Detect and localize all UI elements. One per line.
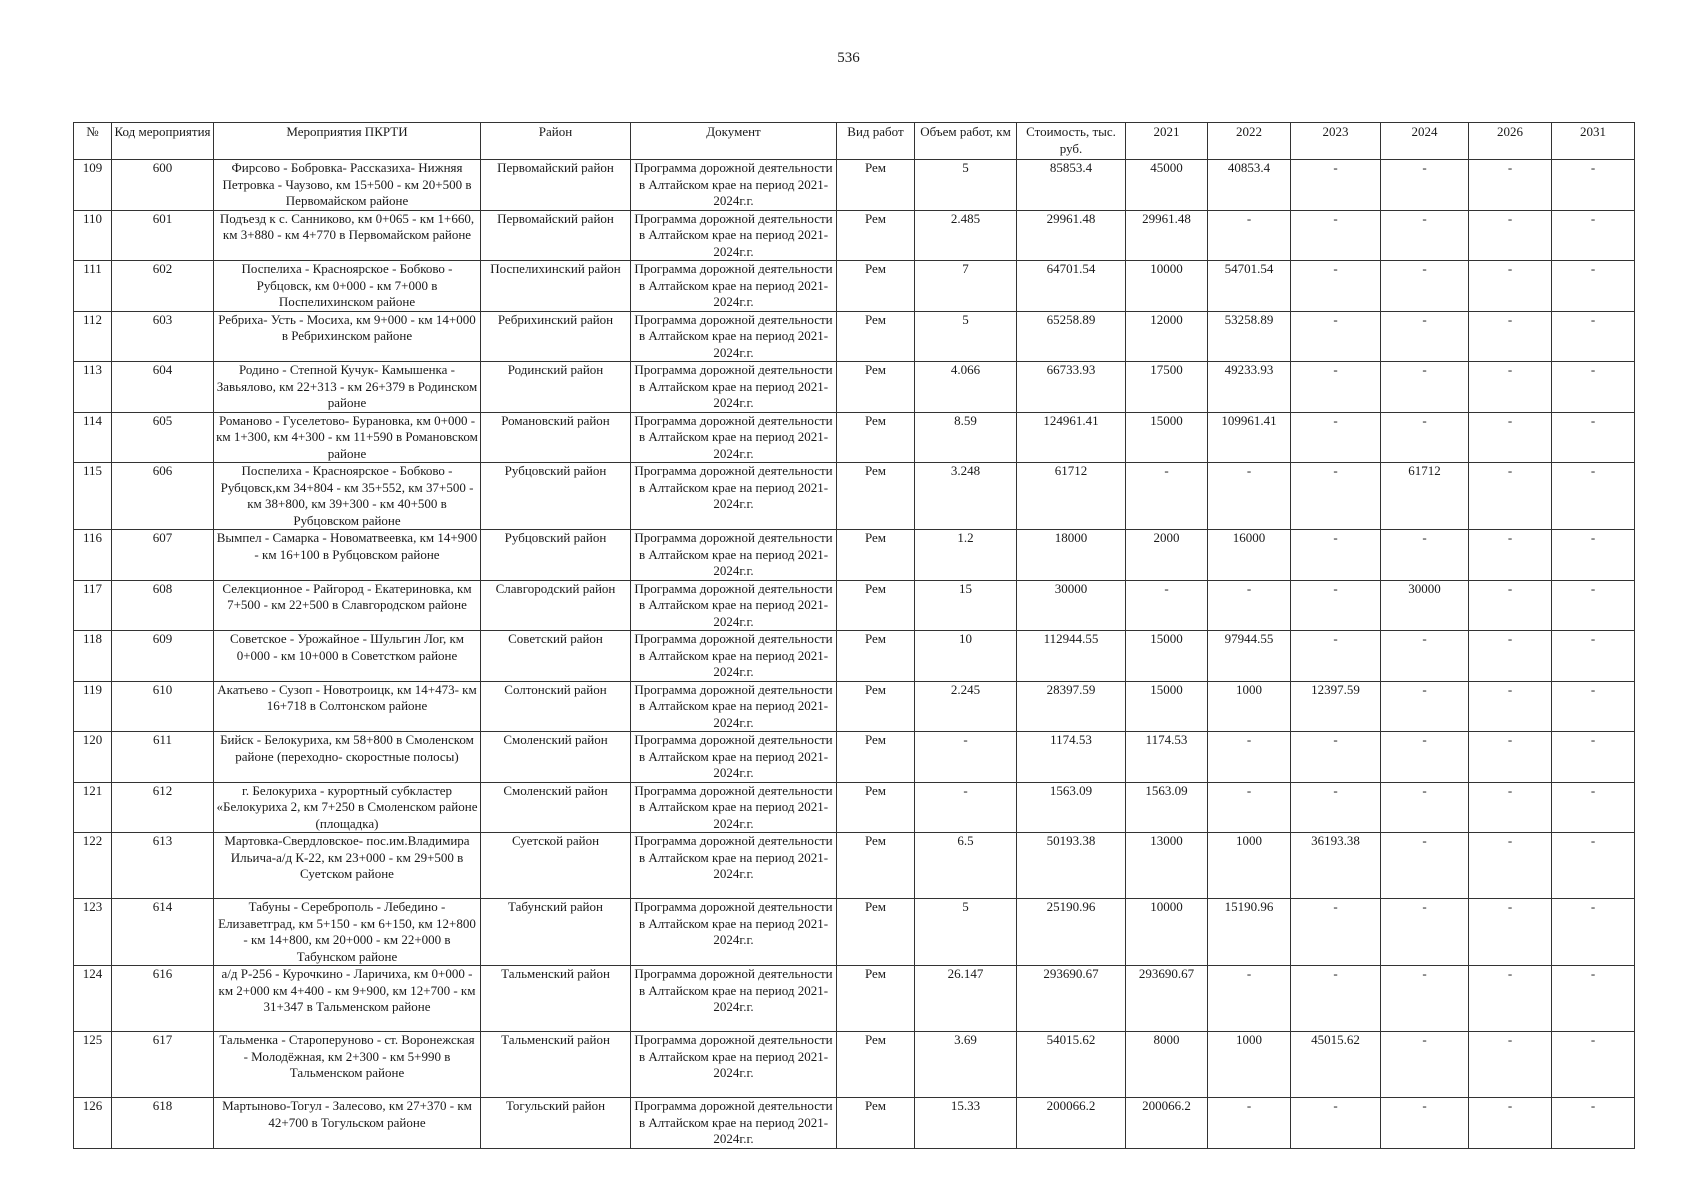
cell-y2026: - [1469, 966, 1552, 1032]
cell-document: Программа дорожной деятельности в Алтайском крае на период 2021-2024г.г. [631, 580, 837, 631]
cell-y2023: - [1291, 782, 1381, 833]
cell-y2024: - [1381, 530, 1469, 581]
cell-work-type: Рем [837, 412, 915, 463]
cell-code: 610 [112, 681, 214, 732]
cell-y2022: 15190.96 [1208, 899, 1291, 966]
cell-code: 603 [112, 311, 214, 362]
column-header-num: № [74, 123, 112, 160]
cell-volume: 4.066 [915, 362, 1017, 413]
cell-code: 609 [112, 631, 214, 682]
cell-district: Поспелихинский район [481, 261, 631, 312]
cell-event: Подъезд к с. Санниково, км 0+065 - км 1+660, км 3+880 - км 4+770 в Первомайском районе [214, 210, 481, 261]
cell-y2021: - [1126, 463, 1208, 530]
cell-num: 124 [74, 966, 112, 1032]
column-header-cost: Стоимость, тыс. руб. [1017, 123, 1126, 160]
cell-y2022: 40853.4 [1208, 160, 1291, 211]
table-body [74, 160, 1635, 1149]
cell-y2022: - [1208, 966, 1291, 1032]
cell-y2022: 54701.54 [1208, 261, 1291, 312]
table-row [74, 833, 1635, 899]
column-header-district: Район [481, 123, 631, 160]
table-row [74, 530, 1635, 581]
column-header-y2031: 2031 [1552, 123, 1635, 160]
cell-y2021: 8000 [1126, 1032, 1208, 1098]
cell-y2023: - [1291, 899, 1381, 966]
cell-y2026: - [1469, 261, 1552, 312]
cell-work-type: Рем [837, 160, 915, 211]
cell-num: 117 [74, 580, 112, 631]
cell-y2031: - [1552, 580, 1635, 631]
cell-document: Программа дорожной деятельности в Алтайском крае на период 2021-2024г.г. [631, 1032, 837, 1098]
cell-code: 604 [112, 362, 214, 413]
cell-y2022: 53258.89 [1208, 311, 1291, 362]
cell-volume: - [915, 782, 1017, 833]
cell-y2026: - [1469, 1098, 1552, 1149]
cell-volume: 5 [915, 899, 1017, 966]
cell-y2024: - [1381, 311, 1469, 362]
cell-district: Рубцовский район [481, 463, 631, 530]
cell-event: Поспелиха - Красноярское - Бобково - Рубцовск, км 0+000 - км 7+000 в Поспелихинском районе [214, 261, 481, 312]
cell-cost: 50193.38 [1017, 833, 1126, 899]
table-row [74, 463, 1635, 530]
cell-district: Славгородский район [481, 580, 631, 631]
cell-y2021: 29961.48 [1126, 210, 1208, 261]
cell-y2024: - [1381, 412, 1469, 463]
cell-y2022: 97944.55 [1208, 631, 1291, 682]
cell-district: Ребрихинский район [481, 311, 631, 362]
table-row [74, 1032, 1635, 1098]
cell-y2026: - [1469, 631, 1552, 682]
cell-work-type: Рем [837, 966, 915, 1032]
cell-document: Программа дорожной деятельности в Алтайском крае на период 2021-2024г.г. [631, 362, 837, 413]
cell-y2026: - [1469, 412, 1552, 463]
cell-document: Программа дорожной деятельности в Алтайском крае на период 2021-2024г.г. [631, 732, 837, 783]
cell-work-type: Рем [837, 631, 915, 682]
roads-table [73, 122, 1635, 1149]
column-header-y2026: 2026 [1469, 123, 1552, 160]
table-row [74, 311, 1635, 362]
cell-y2024: - [1381, 833, 1469, 899]
cell-code: 601 [112, 210, 214, 261]
cell-code: 613 [112, 833, 214, 899]
cell-code: 617 [112, 1032, 214, 1098]
cell-y2026: - [1469, 463, 1552, 530]
cell-district: Солтонский район [481, 681, 631, 732]
table-row [74, 580, 1635, 631]
cell-volume: 6.5 [915, 833, 1017, 899]
table-row [74, 732, 1635, 783]
cell-document: Программа дорожной деятельности в Алтайском крае на период 2021-2024г.г. [631, 899, 837, 966]
cell-volume: 3.248 [915, 463, 1017, 530]
cell-y2031: - [1552, 631, 1635, 682]
cell-y2023: - [1291, 463, 1381, 530]
cell-code: 612 [112, 782, 214, 833]
cell-volume: 7 [915, 261, 1017, 312]
cell-num: 126 [74, 1098, 112, 1149]
column-header-y2024: 2024 [1381, 123, 1469, 160]
table-row [74, 362, 1635, 413]
cell-work-type: Рем [837, 580, 915, 631]
cell-y2031: - [1552, 210, 1635, 261]
cell-y2024: - [1381, 631, 1469, 682]
cell-y2026: - [1469, 732, 1552, 783]
cell-y2021: 1563.09 [1126, 782, 1208, 833]
cell-cost: 25190.96 [1017, 899, 1126, 966]
cell-y2031: - [1552, 1032, 1635, 1098]
cell-num: 118 [74, 631, 112, 682]
cell-volume: 1.2 [915, 530, 1017, 581]
cell-num: 112 [74, 311, 112, 362]
cell-document: Программа дорожной деятельности в Алтайском крае на период 2021-2024г.г. [631, 261, 837, 312]
cell-document: Программа дорожной деятельности в Алтайском крае на период 2021-2024г.г. [631, 530, 837, 581]
cell-work-type: Рем [837, 899, 915, 966]
cell-document: Программа дорожной деятельности в Алтайском крае на период 2021-2024г.г. [631, 966, 837, 1032]
cell-event: г. Белокуриха - курортный субкластер «Белокуриха 2, км 7+250 в Смоленском районе (площадка) [214, 782, 481, 833]
cell-district: Рубцовский район [481, 530, 631, 581]
cell-y2026: - [1469, 580, 1552, 631]
cell-document: Программа дорожной деятельности в Алтайском крае на период 2021-2024г.г. [631, 782, 837, 833]
cell-y2031: - [1552, 833, 1635, 899]
column-header-volume: Объем работ, км [915, 123, 1017, 160]
cell-event: а/д Р-256 - Курочкино - Ларичиха, км 0+000 - км 2+000 км 4+400 - км 9+900, км 12+700 - км 31+347 в Тальменском районе [214, 966, 481, 1032]
cell-work-type: Рем [837, 1098, 915, 1149]
cell-y2024: - [1381, 899, 1469, 966]
cell-volume: 2.245 [915, 681, 1017, 732]
cell-district: Романовский район [481, 412, 631, 463]
table-row [74, 412, 1635, 463]
cell-num: 109 [74, 160, 112, 211]
cell-volume: 26.147 [915, 966, 1017, 1032]
cell-y2023: - [1291, 530, 1381, 581]
cell-y2026: - [1469, 210, 1552, 261]
cell-y2021: 12000 [1126, 311, 1208, 362]
cell-event: Акатьево - Сузоп - Новотроицк, км 14+473- км 16+718 в Солтонском районе [214, 681, 481, 732]
page-number: 536 [837, 50, 860, 66]
cell-y2022: - [1208, 1098, 1291, 1149]
cell-code: 614 [112, 899, 214, 966]
cell-num: 116 [74, 530, 112, 581]
cell-y2024: - [1381, 210, 1469, 261]
cell-cost: 124961.41 [1017, 412, 1126, 463]
cell-work-type: Рем [837, 530, 915, 581]
cell-y2031: - [1552, 412, 1635, 463]
cell-document: Программа дорожной деятельности в Алтайском крае на период 2021-2024г.г. [631, 210, 837, 261]
cell-code: 618 [112, 1098, 214, 1149]
cell-district: Смоленский район [481, 732, 631, 783]
cell-y2024: - [1381, 782, 1469, 833]
cell-y2026: - [1469, 362, 1552, 413]
cell-y2031: - [1552, 899, 1635, 966]
cell-y2023: - [1291, 580, 1381, 631]
cell-y2024: - [1381, 160, 1469, 211]
cell-y2031: - [1552, 681, 1635, 732]
cell-y2021: 1174.53 [1126, 732, 1208, 783]
cell-volume: 10 [915, 631, 1017, 682]
cell-volume: 8.59 [915, 412, 1017, 463]
table-row [74, 160, 1635, 211]
table-row [74, 210, 1635, 261]
cell-district: Тогульский район [481, 1098, 631, 1149]
cell-work-type: Рем [837, 362, 915, 413]
cell-district: Родинский район [481, 362, 631, 413]
table-row [74, 681, 1635, 732]
cell-code: 605 [112, 412, 214, 463]
cell-event: Советское - Урожайное - Шульгин Лог, км 0+000 - км 10+000 в Советстком районе [214, 631, 481, 682]
cell-cost: 112944.55 [1017, 631, 1126, 682]
cell-num: 122 [74, 833, 112, 899]
cell-district: Табунский район [481, 899, 631, 966]
cell-event: Вымпел - Самарка - Новоматвеевка, км 14+900 - км 16+100 в Рубцовском районе [214, 530, 481, 581]
cell-num: 125 [74, 1032, 112, 1098]
cell-code: 611 [112, 732, 214, 783]
cell-work-type: Рем [837, 1032, 915, 1098]
cell-num: 123 [74, 899, 112, 966]
column-header-y2021: 2021 [1126, 123, 1208, 160]
cell-y2023: - [1291, 261, 1381, 312]
cell-district: Советский район [481, 631, 631, 682]
cell-y2026: - [1469, 899, 1552, 966]
cell-cost: 1563.09 [1017, 782, 1126, 833]
cell-y2022: - [1208, 463, 1291, 530]
cell-cost: 18000 [1017, 530, 1126, 581]
cell-y2023: - [1291, 966, 1381, 1032]
cell-volume: 3.69 [915, 1032, 1017, 1098]
cell-volume: 2.485 [915, 210, 1017, 261]
cell-code: 616 [112, 966, 214, 1032]
cell-y2023: 12397.59 [1291, 681, 1381, 732]
cell-num: 113 [74, 362, 112, 413]
cell-y2022: 49233.93 [1208, 362, 1291, 413]
cell-work-type: Рем [837, 261, 915, 312]
cell-y2023: - [1291, 210, 1381, 261]
cell-cost: 293690.67 [1017, 966, 1126, 1032]
cell-work-type: Рем [837, 782, 915, 833]
cell-num: 110 [74, 210, 112, 261]
cell-y2026: - [1469, 530, 1552, 581]
cell-y2021: 13000 [1126, 833, 1208, 899]
cell-work-type: Рем [837, 833, 915, 899]
cell-volume: 5 [915, 311, 1017, 362]
cell-y2026: - [1469, 782, 1552, 833]
table-row [74, 1098, 1635, 1149]
cell-district: Первомайский район [481, 210, 631, 261]
cell-y2023: - [1291, 631, 1381, 682]
cell-volume: 15 [915, 580, 1017, 631]
cell-y2021: - [1126, 580, 1208, 631]
cell-volume: - [915, 732, 1017, 783]
cell-event: Поспелиха - Красноярское - Бобково - Рубцовск,км 34+804 - км 35+552, км 37+500 - км 38+800, км 39+300 - км 40+500 в Рубцовском районе [214, 463, 481, 530]
cell-y2022: - [1208, 732, 1291, 783]
cell-y2022: 1000 [1208, 833, 1291, 899]
cell-cost: 29961.48 [1017, 210, 1126, 261]
cell-y2022: 16000 [1208, 530, 1291, 581]
table-row [74, 966, 1635, 1032]
cell-y2023: - [1291, 362, 1381, 413]
cell-y2022: 109961.41 [1208, 412, 1291, 463]
column-header-y2022: 2022 [1208, 123, 1291, 160]
column-header-event: Мероприятия ПКРТИ [214, 123, 481, 160]
cell-district: Смоленский район [481, 782, 631, 833]
cell-document: Программа дорожной деятельности в Алтайском крае на период 2021-2024г.г. [631, 833, 837, 899]
cell-event: Бийск - Белокуриха, км 58+800 в Смоленском районе (переходно- скоростные полосы) [214, 732, 481, 783]
cell-cost: 61712 [1017, 463, 1126, 530]
cell-y2031: - [1552, 732, 1635, 783]
cell-document: Программа дорожной деятельности в Алтайском крае на период 2021-2024г.г. [631, 681, 837, 732]
column-header-document: Документ [631, 123, 837, 160]
cell-y2026: - [1469, 311, 1552, 362]
cell-code: 602 [112, 261, 214, 312]
cell-y2031: - [1552, 311, 1635, 362]
cell-event: Мартовка-Свердловское- пос.им.Владимира Ильича-а/д К-22, км 23+000 - км 29+500 в Суетском районе [214, 833, 481, 899]
cell-num: 115 [74, 463, 112, 530]
cell-cost: 28397.59 [1017, 681, 1126, 732]
cell-cost: 85853.4 [1017, 160, 1126, 211]
cell-y2021: 2000 [1126, 530, 1208, 581]
cell-event: Табуны - Сереброполь - Лебедино - Елизаветград, км 5+150 - км 6+150, км 12+800 - км 14+800, км 20+000 - км 22+000 в Табунском районе [214, 899, 481, 966]
column-header-y2023: 2023 [1291, 123, 1381, 160]
cell-cost: 1174.53 [1017, 732, 1126, 783]
cell-document: Программа дорожной деятельности в Алтайском крае на период 2021-2024г.г. [631, 311, 837, 362]
cell-y2022: - [1208, 580, 1291, 631]
cell-num: 111 [74, 261, 112, 312]
cell-num: 121 [74, 782, 112, 833]
cell-num: 119 [74, 681, 112, 732]
cell-y2021: 17500 [1126, 362, 1208, 413]
cell-y2021: 15000 [1126, 631, 1208, 682]
column-header-code: Код мероприятия [112, 123, 214, 160]
cell-event: Селекционное - Райгород - Екатериновка, км 7+500 - км 22+500 в Славгородском районе [214, 580, 481, 631]
cell-event: Ребриха- Усть - Мосиха, км 9+000 - км 14+000 в Ребрихинском районе [214, 311, 481, 362]
cell-event: Фирсово - Бобровка- Рассказиха- Нижняя Петровка - Чаузово, км 15+500 - км 20+500 в Первомайском районе [214, 160, 481, 211]
cell-y2031: - [1552, 463, 1635, 530]
cell-cost: 200066.2 [1017, 1098, 1126, 1149]
cell-y2024: - [1381, 362, 1469, 413]
cell-y2023: - [1291, 1098, 1381, 1149]
cell-y2031: - [1552, 530, 1635, 581]
cell-num: 114 [74, 412, 112, 463]
cell-y2031: - [1552, 261, 1635, 312]
cell-y2031: - [1552, 966, 1635, 1032]
cell-y2021: 15000 [1126, 681, 1208, 732]
cell-y2023: 45015.62 [1291, 1032, 1381, 1098]
cell-district: Первомайский район [481, 160, 631, 211]
cell-y2024: - [1381, 966, 1469, 1032]
cell-event: Тальменка - Староперуново - ст. Воронежская - Молодёжная, км 2+300 - км 5+990 в Тальменском районе [214, 1032, 481, 1098]
cell-event: Родино - Степной Кучук- Камышенка - Завьялово, км 22+313 - км 26+379 в Родинском районе [214, 362, 481, 413]
cell-work-type: Рем [837, 732, 915, 783]
column-header-work-type: Вид работ [837, 123, 915, 160]
cell-y2021: 15000 [1126, 412, 1208, 463]
cell-document: Программа дорожной деятельности в Алтайском крае на период 2021-2024г.г. [631, 160, 837, 211]
cell-code: 600 [112, 160, 214, 211]
cell-y2031: - [1552, 160, 1635, 211]
cell-cost: 65258.89 [1017, 311, 1126, 362]
table-row [74, 261, 1635, 312]
cell-district: Тальменский район [481, 1032, 631, 1098]
cell-event: Романово - Гуселетово- Бурановка, км 0+000 - км 1+300, км 4+300 - км 11+590 в Романовском районе [214, 412, 481, 463]
cell-y2021: 200066.2 [1126, 1098, 1208, 1149]
cell-y2024: - [1381, 681, 1469, 732]
cell-work-type: Рем [837, 311, 915, 362]
cell-y2031: - [1552, 1098, 1635, 1149]
cell-y2031: - [1552, 362, 1635, 413]
cell-cost: 66733.93 [1017, 362, 1126, 413]
cell-volume: 15.33 [915, 1098, 1017, 1149]
cell-y2026: - [1469, 833, 1552, 899]
cell-code: 606 [112, 463, 214, 530]
cell-document: Программа дорожной деятельности в Алтайском крае на период 2021-2024г.г. [631, 463, 837, 530]
cell-volume: 5 [915, 160, 1017, 211]
cell-y2026: - [1469, 1032, 1552, 1098]
cell-work-type: Рем [837, 463, 915, 530]
cell-y2026: - [1469, 681, 1552, 732]
cell-y2026: - [1469, 160, 1552, 211]
cell-y2024: - [1381, 261, 1469, 312]
table-row [74, 899, 1635, 966]
cell-y2024: 30000 [1381, 580, 1469, 631]
cell-cost: 30000 [1017, 580, 1126, 631]
cell-y2023: - [1291, 732, 1381, 783]
cell-y2021: 10000 [1126, 261, 1208, 312]
cell-document: Программа дорожной деятельности в Алтайском крае на период 2021-2024г.г. [631, 1098, 837, 1149]
cell-y2021: 293690.67 [1126, 966, 1208, 1032]
cell-work-type: Рем [837, 681, 915, 732]
cell-y2024: 61712 [1381, 463, 1469, 530]
cell-document: Программа дорожной деятельности в Алтайском крае на период 2021-2024г.г. [631, 631, 837, 682]
cell-y2023: - [1291, 311, 1381, 362]
table-row [74, 631, 1635, 682]
cell-y2031: - [1552, 782, 1635, 833]
cell-y2023: 36193.38 [1291, 833, 1381, 899]
cell-num: 120 [74, 732, 112, 783]
cell-y2022: 1000 [1208, 681, 1291, 732]
cell-y2022: 1000 [1208, 1032, 1291, 1098]
table-header-row [74, 123, 1635, 160]
cell-y2023: - [1291, 160, 1381, 211]
cell-document: Программа дорожной деятельности в Алтайском крае на период 2021-2024г.г. [631, 412, 837, 463]
cell-y2024: - [1381, 1098, 1469, 1149]
table-row [74, 782, 1635, 833]
cell-y2024: - [1381, 1032, 1469, 1098]
cell-district: Суетской район [481, 833, 631, 899]
cell-code: 608 [112, 580, 214, 631]
cell-cost: 64701.54 [1017, 261, 1126, 312]
cell-y2022: - [1208, 782, 1291, 833]
cell-y2024: - [1381, 732, 1469, 783]
cell-y2021: 10000 [1126, 899, 1208, 966]
cell-y2023: - [1291, 412, 1381, 463]
cell-code: 607 [112, 530, 214, 581]
cell-district: Тальменский район [481, 966, 631, 1032]
cell-cost: 54015.62 [1017, 1032, 1126, 1098]
cell-y2022: - [1208, 210, 1291, 261]
cell-y2021: 45000 [1126, 160, 1208, 211]
cell-event: Мартыново-Тогул - Залесово, км 27+370 - км 42+700 в Тогульском районе [214, 1098, 481, 1149]
cell-work-type: Рем [837, 210, 915, 261]
